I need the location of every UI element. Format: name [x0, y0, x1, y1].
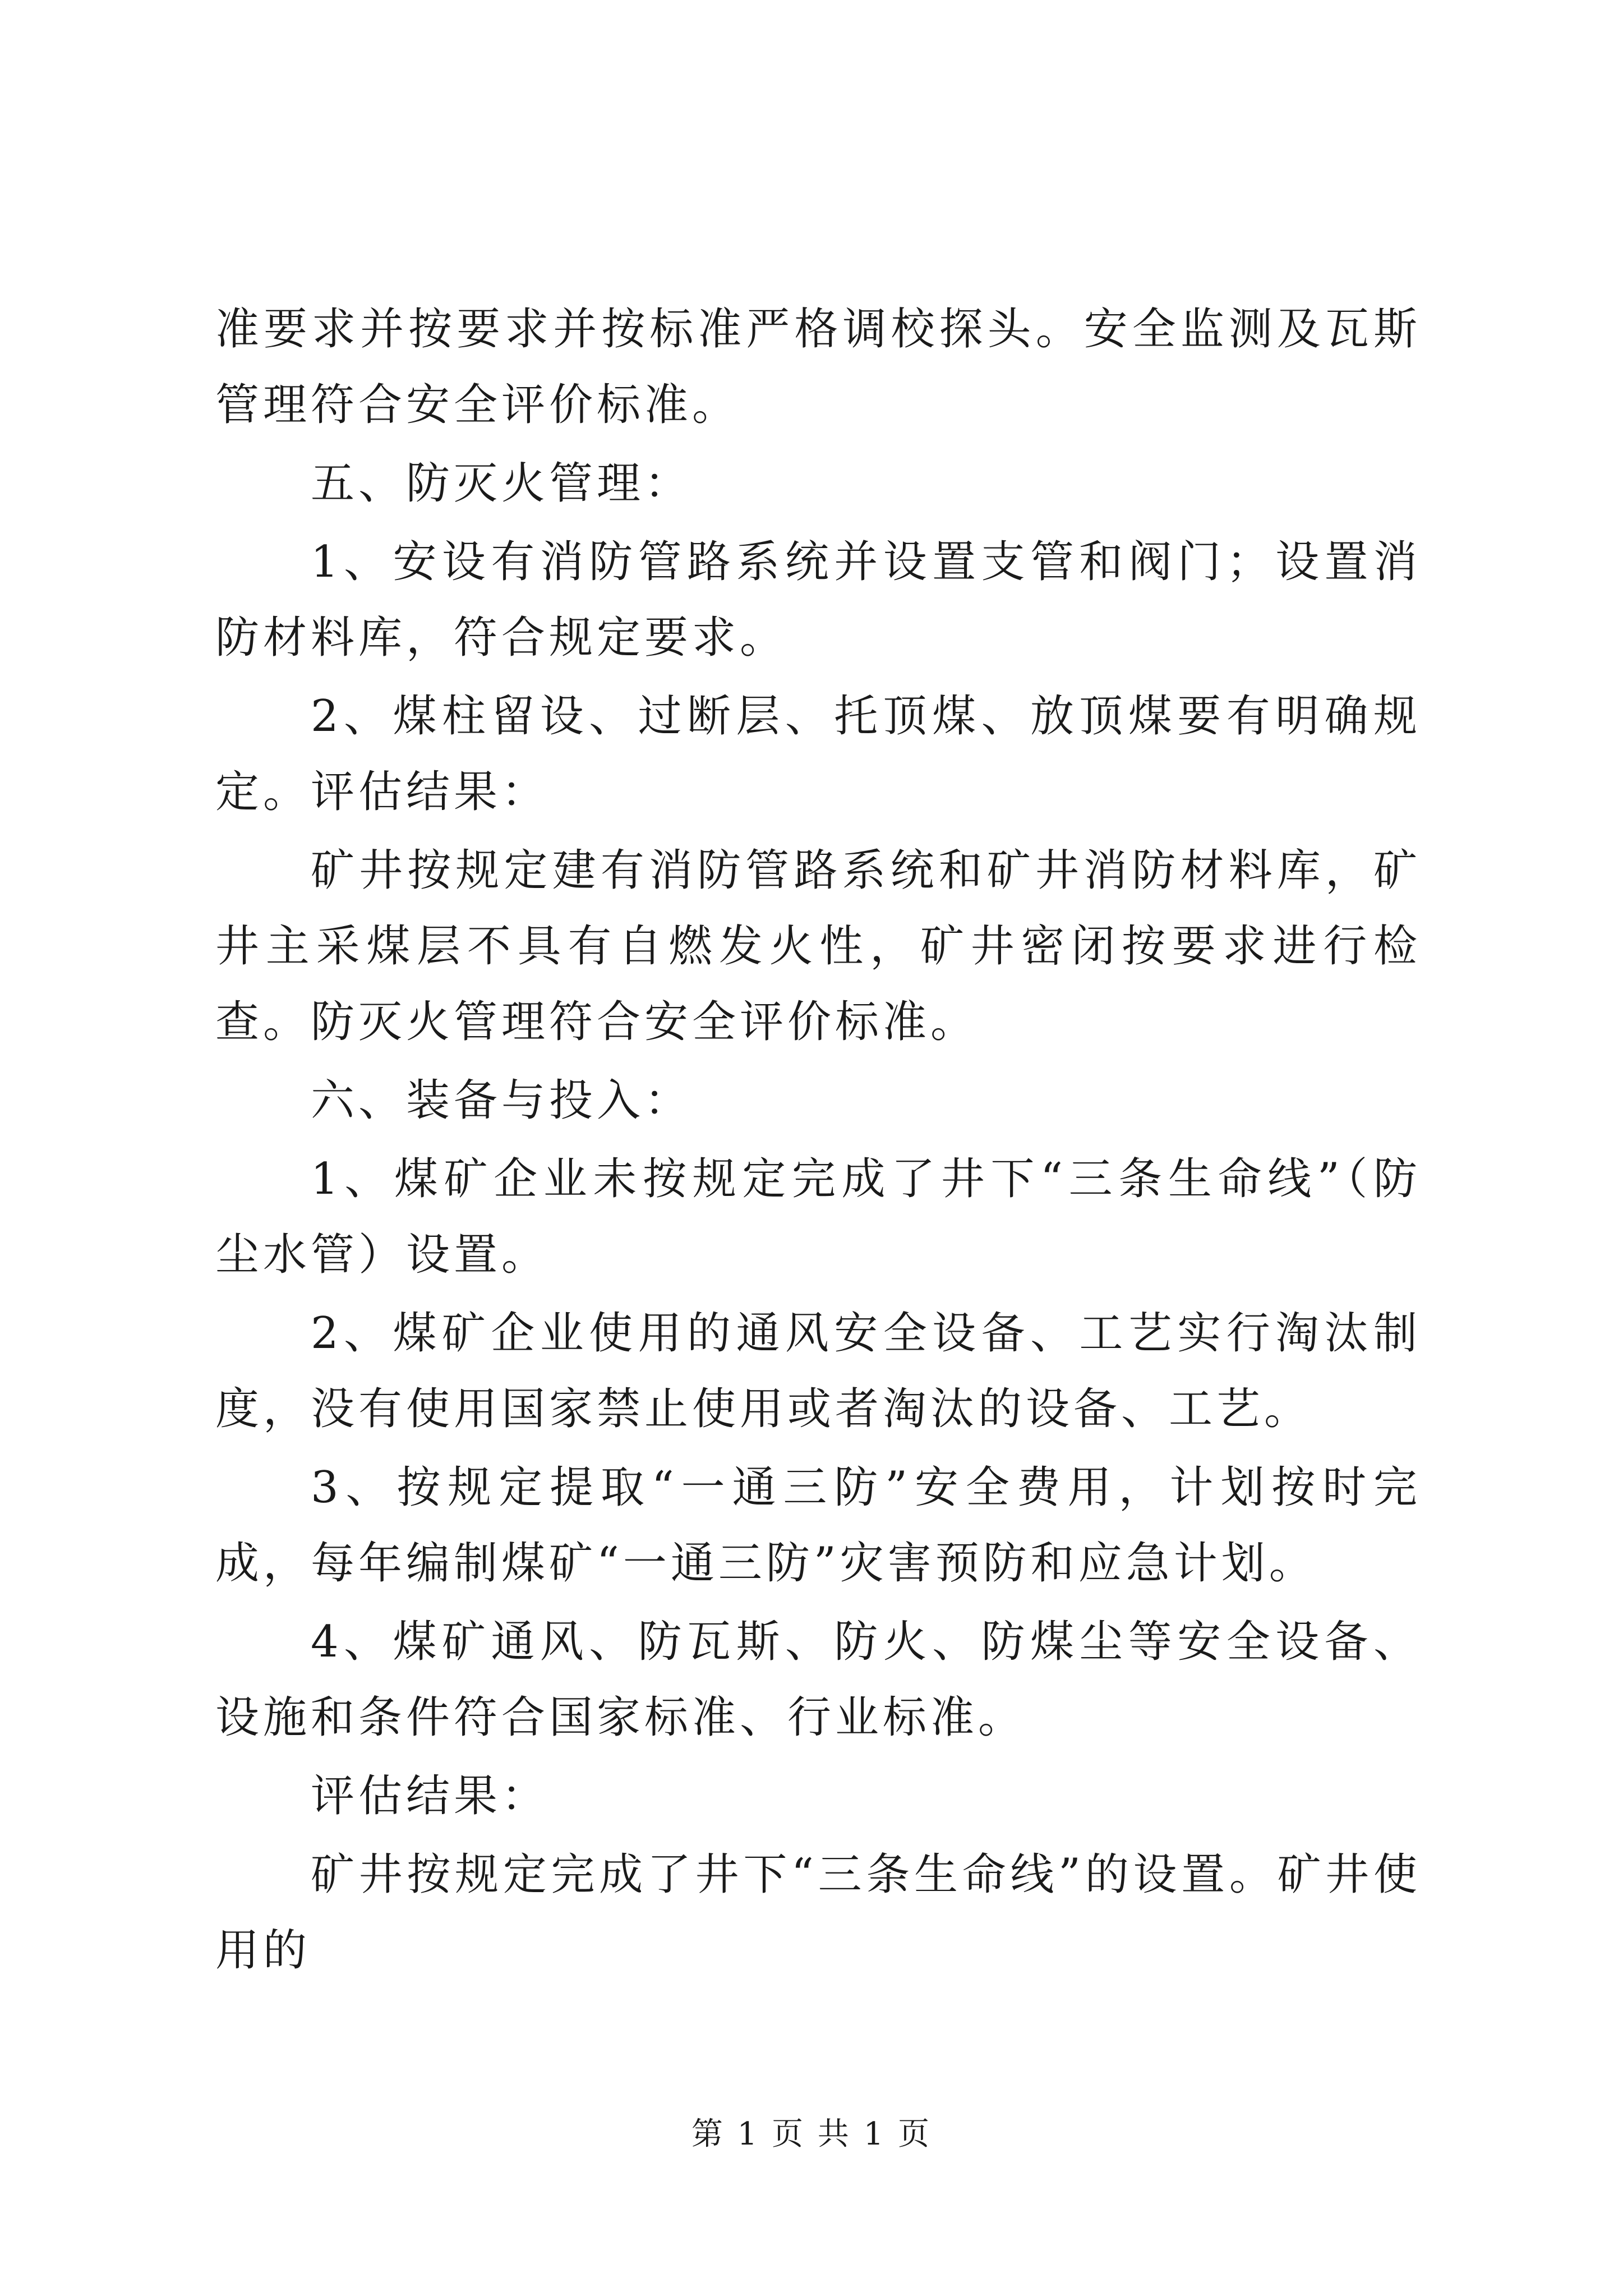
paragraph-equipment-item-4: 4、煤矿通风、防瓦斯、防火、防煤尘等安全设备、设施和条件符合国家标准、行业标准。: [215, 1617, 1421, 1743]
paragraph-fire-item-1: 1、安设有消防管路系统并设置支管和阀门；设置消防材料库，符合规定要求。: [215, 537, 1421, 663]
paragraph-1: 准要求并按要求并按标准严格调校探头。安全监测及瓦斯管理符合安全评价标准。: [215, 304, 1421, 430]
paragraph-fire-item-2: 2、煤柱留设、过断层、托顶煤、放顶煤要有明确规定。评估结果：: [215, 691, 1421, 817]
section-heading-equipment: 六、装备与投入：: [311, 1075, 693, 1126]
paragraph-result-heading: 评估结果：: [311, 1771, 550, 1821]
section-heading-fire-prevention: 五、防灭火管理：: [311, 458, 693, 509]
paragraph-equipment-item-2: 2、煤矿企业使用的通风安全设备、工艺实行淘汰制度，没有使用国家禁止使用或者淘汰的设备、工艺。: [215, 1308, 1421, 1434]
document-body: [215, 292, 1421, 1991]
paragraph-result-text: 矿井按规定完成了井下“三条生命线”的设置。矿井使用的: [215, 1849, 1421, 1976]
paragraph-fire-result: 矿井按规定建有消防管路系统和矿井消防材料库，矿井主采煤层不具有自燃发火性，矿井密闭按要求进行检查。防灭火管理符合安全评价标准。: [215, 845, 1421, 1047]
paragraph-equipment-item-1: 1、煤矿企业未按规定完成了井下“三条生命线”（防尘水管）设置。: [215, 1154, 1421, 1280]
paragraph-equipment-item-3: 3、按规定提取“一通三防”安全费用，计划按时完成，每年编制煤矿“一通三防”灾害预防和应急计划。: [215, 1462, 1421, 1589]
page-footer: 第 1 页 共 1 页: [691, 2116, 932, 2152]
